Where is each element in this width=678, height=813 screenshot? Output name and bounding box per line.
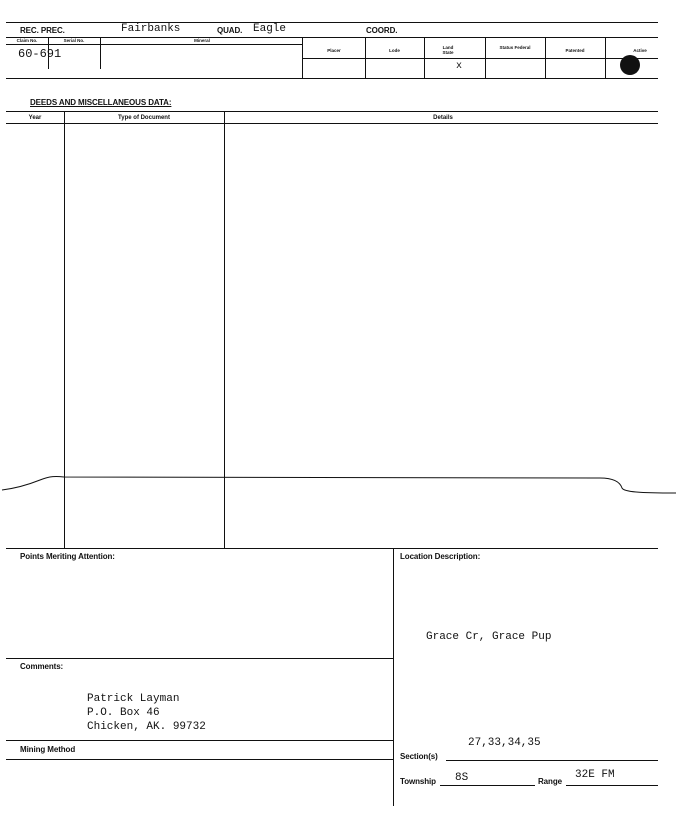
- comments-line-2: P.O. Box 46: [87, 707, 160, 719]
- deeds-header-rule: [6, 123, 658, 124]
- claim-col-divider-2: [100, 37, 101, 69]
- lode-header: Lode: [389, 48, 400, 53]
- comments-line-3: Chicken, AK. 99732: [87, 721, 206, 733]
- range-underline: [566, 785, 658, 786]
- lower-center-divider: [393, 548, 394, 806]
- sections-underline: [446, 760, 658, 761]
- deeds-title: DEEDS AND MISCELLANEOUS DATA:: [30, 98, 172, 107]
- placer-header: Placer: [327, 48, 341, 53]
- claim-subhead-rule: [6, 44, 302, 45]
- quad-label: QUAD.: [217, 26, 243, 35]
- serial-no-header: Serial No.: [63, 38, 85, 43]
- range-value: 32E FM: [575, 769, 615, 781]
- mineral-header: Mineral: [194, 38, 210, 43]
- claim-col-divider-5: [424, 37, 425, 78]
- sections-value: 27,33,34,35: [468, 737, 541, 749]
- page-join-line: [0, 464, 678, 500]
- rec-prec-label: REC. PREC.: [20, 26, 65, 35]
- details-col-header: Details: [433, 115, 453, 121]
- active-dot-icon: [620, 55, 640, 75]
- rec-prec-value: Fairbanks: [121, 23, 181, 35]
- points-meriting-label: Points Meriting Attention:: [20, 552, 115, 561]
- township-label: Township: [400, 777, 436, 786]
- sections-label: Section(s): [400, 752, 438, 761]
- year-col-header: Year: [28, 115, 42, 121]
- coord-label: COORD.: [366, 26, 398, 35]
- type-col-header: Type of Document: [118, 115, 170, 121]
- location-description-label: Location Description:: [400, 552, 481, 561]
- land-state-mark: x: [456, 61, 463, 72]
- land-state-header: Land State: [442, 45, 454, 55]
- claim-col-divider-7: [545, 37, 546, 78]
- comments-top-rule: [6, 658, 393, 659]
- claim-no-header: Claim No.: [16, 38, 38, 43]
- deeds-top-rule: [6, 111, 658, 112]
- claim-col-divider-8: [605, 37, 606, 78]
- header-top-rule: [6, 22, 658, 23]
- mining-bottom-rule: [6, 759, 393, 760]
- claim-col-divider-3: [302, 37, 303, 78]
- township-underline: [440, 785, 535, 786]
- patented-header: Patented: [565, 48, 585, 53]
- comments-line-1: Patrick Layman: [87, 693, 180, 705]
- active-header: Active: [633, 48, 647, 53]
- comments-label: Comments:: [20, 662, 64, 671]
- status-federal-header: Status Federal: [499, 45, 531, 50]
- claim-col-divider-6: [485, 37, 486, 78]
- claim-no-value: 60-691: [18, 47, 62, 61]
- deeds-bottom-rule: [6, 548, 658, 549]
- claim-table-bottom-rule: [6, 78, 658, 79]
- location-description-value: Grace Cr, Grace Pup: [426, 631, 552, 643]
- quad-value: Eagle: [253, 23, 287, 35]
- mining-top-rule: [6, 740, 393, 741]
- township-value: 8S: [455, 772, 469, 784]
- claim-col-divider-4: [365, 37, 366, 78]
- range-label: Range: [538, 777, 562, 786]
- mining-method-label: Mining Method: [20, 745, 76, 754]
